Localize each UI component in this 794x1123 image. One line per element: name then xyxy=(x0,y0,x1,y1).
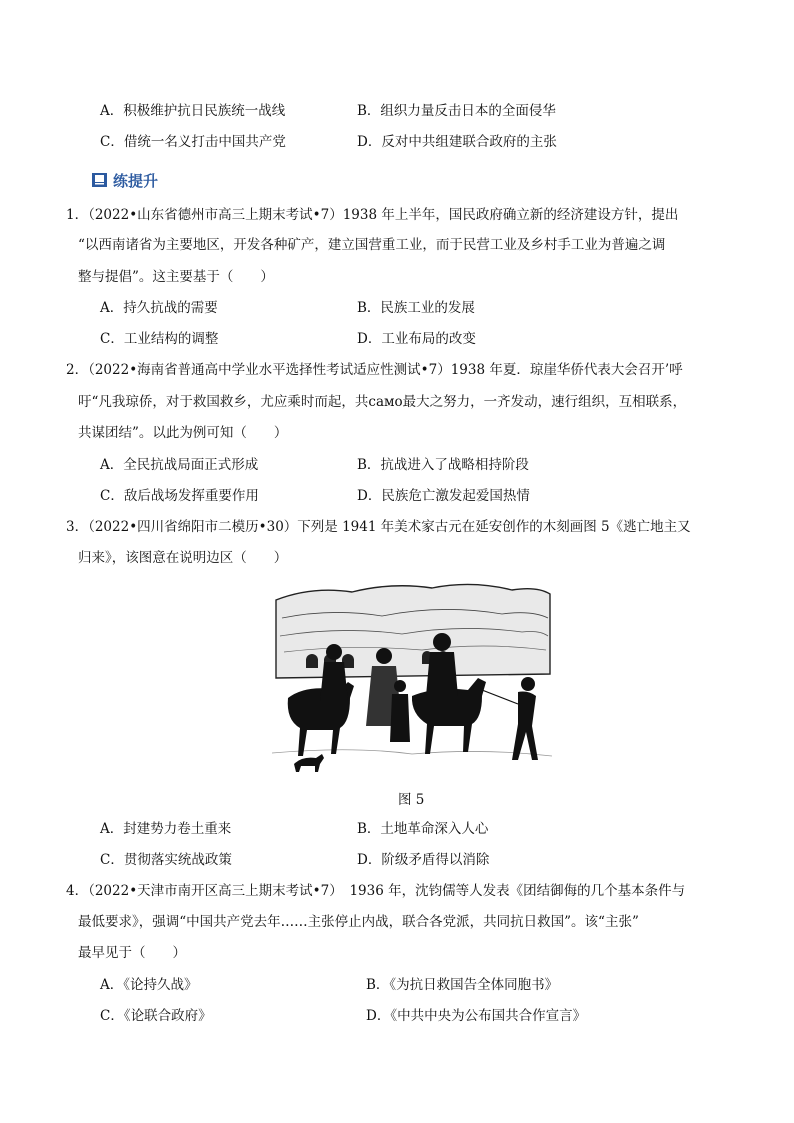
prev-option-a: A．积极维护抗日民族统一战线 xyxy=(100,103,286,119)
section-header xyxy=(92,170,158,190)
q2-option-b: B．抗战进入了战略相持阶段 xyxy=(357,457,529,473)
q4-option-d: D．《中共中央为公布国共合作宣言》 xyxy=(366,1008,587,1024)
q1-option-b: B．民族工业的发展 xyxy=(357,300,475,316)
q3-line-1: 3．（2022•四川省绵阳市二模历•30）下列是 1941 年美术家古元在延安创作的木刻画图 5《逃亡地主又 xyxy=(66,519,691,535)
q4-line-1: 4．（2022•天津市南开区高三上期末考试•7） 1936 年，沈钧儒等人发表《团结御侮的几个基本条件与 xyxy=(66,883,686,899)
q1-option-a: A．持久抗战的需要 xyxy=(100,300,218,316)
q2-option-a: A．全民抗战局面正式形成 xyxy=(100,457,259,473)
figure-caption: 图 5 xyxy=(398,792,425,808)
q3-option-b: B．土地革命深入人心 xyxy=(357,821,489,837)
prev-option-d: D．反对中共组建联合政府的主张 xyxy=(357,134,557,150)
q4-line-3: 最早见于（ ） xyxy=(78,945,186,961)
q2-line-2: 吁“凡我琼侨，对于救国救乡，尤应乘时而起，共само最大之努力，一齐发动，速行组织，互相联系， xyxy=(78,394,687,410)
q3-option-a: A．封建势力卷土重来 xyxy=(100,821,232,837)
q4-option-a: A．《论持久战》 xyxy=(100,977,198,993)
q1-line-2: “以西南诸省为主要地区，开发各种矿产，建立国营重工业，而于民营工业及乡村手工业为普遍之调 xyxy=(78,237,666,253)
q4-line-2: 最低要求》，强调“中国共产党去年……主张停止内战，联合各党派，共同抗日救国”。该“主张” xyxy=(78,914,639,930)
q4-option-c: C．《论联合政府》 xyxy=(100,1008,212,1024)
section-title: 练提升 xyxy=(113,171,159,190)
woodcut-illustration xyxy=(272,578,552,776)
prev-option-b: B．组织力量反击日本的全面侵华 xyxy=(357,103,556,119)
q1-option-d: D．工业布局的改变 xyxy=(357,331,476,347)
q1-line-3: 整与提倡”。这主要基于（ ） xyxy=(78,269,274,285)
q2-line-3: 共谋团结”。以此为例可知（ ） xyxy=(78,425,288,441)
q3-option-d: D．阶级矛盾得以消除 xyxy=(357,852,490,868)
q1-option-c: C．工业结构的调整 xyxy=(100,331,219,347)
q3-option-c: C．贯彻落实统战政策 xyxy=(100,852,232,868)
q2-option-d: D．民族危亡激发起爱国热情 xyxy=(357,488,530,504)
prev-option-c: C．借统一名义打击中国共产党 xyxy=(100,134,286,150)
q4-option-b: B．《为抗日救国告全体同胞书》 xyxy=(366,977,559,993)
q3-line-2: 归来》，该图意在说明边区（ ） xyxy=(78,550,288,566)
book-icon xyxy=(92,173,107,187)
q2-line-1: 2．（2022•海南省普通高中学业水平选择性考试适应性测试•7）1938 年夏．琼崖华侨代表大会召开’呼 xyxy=(66,362,683,378)
q1-line-1: 1．（2022•山东省德州市高三上期末考试•7）1938 年上半年，国民政府确立新的经济建设方针，提出 xyxy=(66,207,679,223)
q2-option-c: C．敌后战场发挥重要作用 xyxy=(100,488,259,504)
